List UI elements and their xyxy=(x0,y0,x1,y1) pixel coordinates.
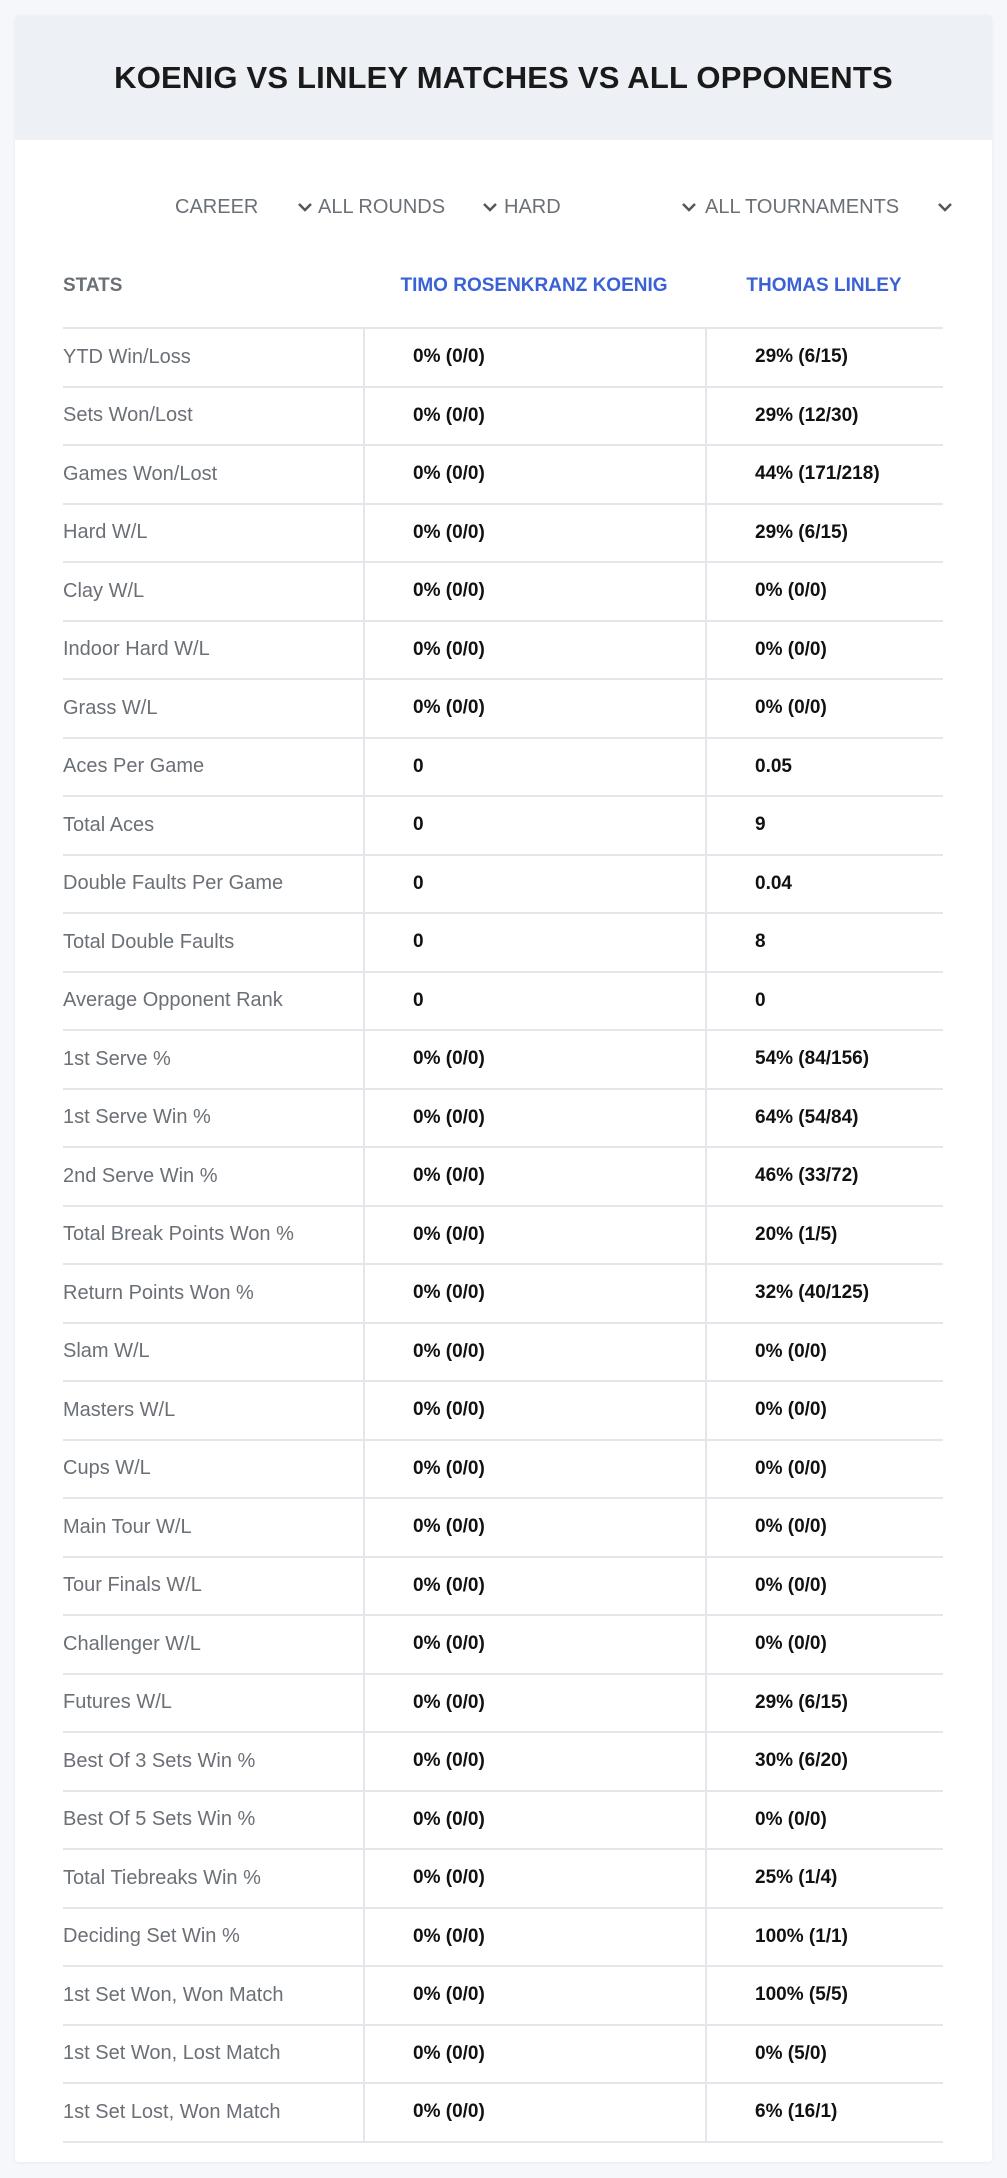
player1-value: 0% (0/0) xyxy=(363,505,705,562)
stat-label: 2nd Serve Win % xyxy=(63,1164,218,1187)
player2-value: 0.04 xyxy=(705,856,943,913)
column-header-stats: STATS xyxy=(63,275,123,296)
player2-value: 32% (40/125) xyxy=(705,1265,943,1322)
player2-value: 44% (171/218) xyxy=(705,446,943,503)
player1-value: 0% (0/0) xyxy=(363,1909,705,1966)
filter-career-dropdown[interactable] xyxy=(175,187,315,227)
player1-value: 0% (0/0) xyxy=(363,1382,705,1439)
player1-value: 0% (0/0) xyxy=(363,1558,705,1615)
player2-value: 6% (16/1) xyxy=(705,2084,943,2141)
player1-value: 0% (0/0) xyxy=(363,1616,705,1673)
card-header xyxy=(15,15,992,140)
table-row xyxy=(63,1265,943,1324)
stat-label: Best Of 5 Sets Win % xyxy=(63,1808,256,1831)
player2-value: 0% (0/0) xyxy=(705,1499,943,1556)
stat-label: Sets Won/Lost xyxy=(63,404,193,427)
stat-label: Grass W/L xyxy=(63,696,158,719)
player2-value: 0% (0/0) xyxy=(705,680,943,737)
player1-value: 0% (0/0) xyxy=(363,1265,705,1322)
table-row xyxy=(63,446,943,505)
player1-value: 0 xyxy=(363,797,705,854)
player2-value: 29% (12/30) xyxy=(705,388,943,445)
player1-value: 0% (0/0) xyxy=(363,563,705,620)
stat-label: Hard W/L xyxy=(63,521,148,544)
player2-value: 0.05 xyxy=(705,739,943,796)
stat-label: Main Tour W/L xyxy=(63,1515,192,1538)
stat-label: Futures W/L xyxy=(63,1691,172,1714)
player2-value: 100% (5/5) xyxy=(705,1967,943,2024)
table-body xyxy=(63,329,943,2143)
stat-label: Double Faults Per Game xyxy=(63,872,284,895)
table-row xyxy=(63,1148,943,1207)
player1-value: 0% (0/0) xyxy=(363,1967,705,2024)
stat-label: Clay W/L xyxy=(63,579,145,602)
table-row xyxy=(63,856,943,915)
player2-value: 0% (0/0) xyxy=(705,1558,943,1615)
player2-value: 0% (0/0) xyxy=(705,622,943,679)
stat-label: Tour Finals W/L xyxy=(63,1574,202,1597)
filter-rounds-dropdown[interactable] xyxy=(318,187,500,227)
player2-value: 46% (33/72) xyxy=(705,1148,943,1205)
stat-label: 1st Serve Win % xyxy=(63,1106,211,1129)
player2-value: 25% (1/4) xyxy=(705,1850,943,1907)
table-row xyxy=(63,1909,943,1968)
player2-value: 29% (6/15) xyxy=(705,505,943,562)
stat-label: Best Of 3 Sets Win % xyxy=(63,1749,256,1772)
player1-value: 0% (0/0) xyxy=(363,1207,705,1264)
table-header xyxy=(63,245,943,329)
player1-value: 0% (0/0) xyxy=(363,329,705,386)
table-row xyxy=(63,680,943,739)
player1-value: 0 xyxy=(363,973,705,1030)
player1-value: 0% (0/0) xyxy=(363,1031,705,1088)
table-row xyxy=(63,1207,943,1266)
stat-label: Total Double Faults xyxy=(63,930,235,953)
table-row xyxy=(63,1499,943,1558)
player1-value: 0% (0/0) xyxy=(363,388,705,445)
stat-label: Average Opponent Rank xyxy=(63,989,283,1012)
player1-value: 0 xyxy=(363,739,705,796)
player1-value: 0% (0/0) xyxy=(363,1733,705,1790)
table-row xyxy=(63,1558,943,1617)
table-row xyxy=(63,1031,943,1090)
table-row xyxy=(63,797,943,856)
player1-value: 0% (0/0) xyxy=(363,446,705,503)
table-row xyxy=(63,739,943,798)
stat-label: 1st Set Won, Lost Match xyxy=(63,2042,281,2065)
table-row xyxy=(63,1382,943,1441)
player2-value: 30% (6/20) xyxy=(705,1733,943,1790)
player2-value: 29% (6/15) xyxy=(705,329,943,386)
player2-value: 0% (0/0) xyxy=(705,1324,943,1381)
table-row xyxy=(63,2084,943,2143)
column-header-player1[interactable]: TIMO ROSENKRANZ KOENIG xyxy=(400,275,668,296)
stat-label: Masters W/L xyxy=(63,1398,176,1421)
table-row xyxy=(63,1090,943,1149)
player1-value: 0% (0/0) xyxy=(363,680,705,737)
filter-label: ALL TOURNAMENTS xyxy=(705,195,900,218)
player2-value: 0% (5/0) xyxy=(705,2026,943,2083)
filter-bar xyxy=(15,187,992,227)
table-row xyxy=(63,505,943,564)
filter-surface-dropdown[interactable] xyxy=(504,187,699,227)
stat-label: 1st Set Lost, Won Match xyxy=(63,2100,281,2123)
chevron-down-icon xyxy=(935,197,955,217)
stats-card xyxy=(15,15,992,2162)
table-row xyxy=(63,563,943,622)
table-row xyxy=(63,622,943,681)
player1-value: 0% (0/0) xyxy=(363,1324,705,1381)
table-row xyxy=(63,1733,943,1792)
stat-label: 1st Serve % xyxy=(63,1047,171,1070)
table-row xyxy=(63,1324,943,1383)
player2-value: 0% (0/0) xyxy=(705,1382,943,1439)
chevron-down-icon xyxy=(480,197,500,217)
player1-value: 0% (0/0) xyxy=(363,1792,705,1849)
player1-value: 0% (0/0) xyxy=(363,1148,705,1205)
stat-label: YTD Win/Loss xyxy=(63,345,191,368)
player2-value: 0% (0/0) xyxy=(705,1616,943,1673)
table-row xyxy=(63,914,943,973)
stat-label: Cups W/L xyxy=(63,1457,151,1480)
stats-table xyxy=(63,245,943,2143)
table-row xyxy=(63,388,943,447)
stat-label: Challenger W/L xyxy=(63,1632,201,1655)
filter-label: CAREER xyxy=(175,195,259,218)
player1-value: 0 xyxy=(363,856,705,913)
stat-label: Deciding Set Win % xyxy=(63,1925,240,1948)
player1-value: 0 xyxy=(363,914,705,971)
filter-tournaments-dropdown[interactable] xyxy=(705,187,955,227)
player1-value: 0% (0/0) xyxy=(363,2084,705,2141)
player2-value: 0% (0/0) xyxy=(705,1792,943,1849)
table-row xyxy=(63,1967,943,2026)
stat-label: Indoor Hard W/L xyxy=(63,638,210,661)
player2-value: 29% (6/15) xyxy=(705,1675,943,1732)
table-row xyxy=(63,1850,943,1909)
stat-label: Total Tiebreaks Win % xyxy=(63,1866,261,1889)
table-row xyxy=(63,1441,943,1500)
filter-label: HARD xyxy=(504,195,561,218)
table-row xyxy=(63,1675,943,1734)
player2-value: 100% (1/1) xyxy=(705,1909,943,1966)
page-title: KOENIG VS LINLEY MATCHES VS ALL OPPONENTS xyxy=(114,59,893,95)
player1-value: 0% (0/0) xyxy=(363,1499,705,1556)
stat-label: Total Break Points Won % xyxy=(63,1223,294,1246)
filter-label: ALL ROUNDS xyxy=(318,195,446,218)
player2-value: 64% (54/84) xyxy=(705,1090,943,1147)
table-row xyxy=(63,1792,943,1851)
table-row xyxy=(63,1616,943,1675)
table-row xyxy=(63,973,943,1032)
table-row xyxy=(63,2026,943,2085)
stat-label: Return Points Won % xyxy=(63,1281,254,1304)
player1-value: 0% (0/0) xyxy=(363,1090,705,1147)
player2-value: 0% (0/0) xyxy=(705,1441,943,1498)
player2-value: 20% (1/5) xyxy=(705,1207,943,1264)
stat-label: Slam W/L xyxy=(63,1340,150,1363)
player2-value: 0% (0/0) xyxy=(705,563,943,620)
player1-value: 0% (0/0) xyxy=(363,1850,705,1907)
player1-value: 0% (0/0) xyxy=(363,2026,705,2083)
player2-value: 9 xyxy=(705,797,943,854)
player2-value: 0 xyxy=(705,973,943,1030)
player1-value: 0% (0/0) xyxy=(363,622,705,679)
table-row xyxy=(63,329,943,388)
player1-value: 0% (0/0) xyxy=(363,1441,705,1498)
player1-value: 0% (0/0) xyxy=(363,1675,705,1732)
stat-label: Total Aces xyxy=(63,813,155,836)
chevron-down-icon xyxy=(295,197,315,217)
stat-label: 1st Set Won, Won Match xyxy=(63,1983,284,2006)
stat-label: Games Won/Lost xyxy=(63,462,218,485)
player2-value: 54% (84/156) xyxy=(705,1031,943,1088)
player2-value: 8 xyxy=(705,914,943,971)
chevron-down-icon xyxy=(679,197,699,217)
column-header-player2[interactable]: THOMAS LINLEY xyxy=(746,275,902,296)
stat-label: Aces Per Game xyxy=(63,755,205,778)
